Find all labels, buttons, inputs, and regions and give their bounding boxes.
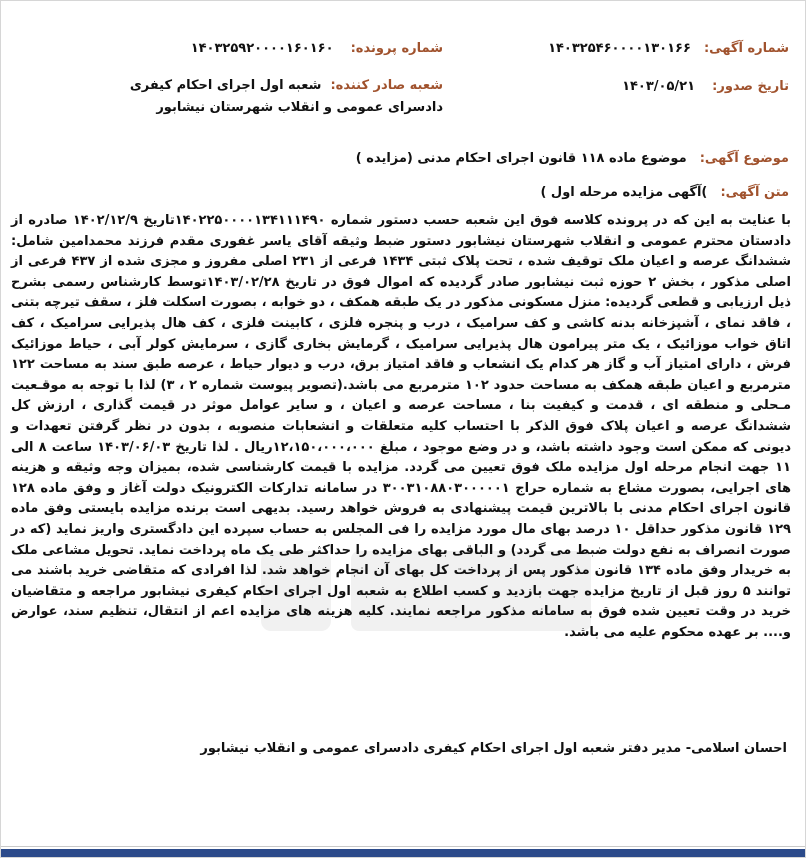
case-number-value: ۱۴۰۳۲۵۹۲۰۰۰۰۱۶۰۱۶۰	[190, 41, 334, 56]
issuer-value: شعبه اول اجرای احکام کیفری دادسرای عمومی و انقلاب شهرستان نیشابور	[129, 78, 443, 115]
subject-label: موضوع آگهی:	[699, 151, 789, 166]
issue-date-label: تاریخ صدور:	[712, 79, 789, 94]
issuer-block	[113, 74, 443, 118]
notice-text-label: متن آگهی:	[720, 185, 789, 200]
notice-number-value: ۱۴۰۳۲۵۴۶۰۰۰۰۱۳۰۱۶۶	[548, 41, 691, 56]
notice-body-paragraph: با عنایت به این که در پرونده کلاسه فوق این شعبه حسب دستور شماره ۱۴۰۲۲۵۰۰۰۰۱۳۴۱۱۱۴۹۰تاریخ ۱۴۰۲/۱۲/۹ صادره از دادستان محترم عمومی و انقلاب شهرستان نیشابور دستور ضبط وثیقه آقای یاسر غفوری مقدم فرزند محمدامین شامل: ششدانگ عرصه و اعیان ملک توقیف شده ، تحت پلاک ثبتی ۱۴۳۴ فرعی از ۲۳۱ اصلی مفروز و مجزی شده از ۴۳۷ فرعی از اصلی مذکور ، بخش ۲ حوزه ثبت نیشابور صادر گردیده که اموال فوق در تاریخ ۱۴۰۳/۰۲/۲۸توسط کارشناس رسمی بشرح ذیل ارزیابی و قطعی گردیده: منزل مسکونی مذکور در یک طبقه همکف ، دو خوابه ، بصورت اسکلت فلز ، سقف تیرچه بتنی ، فاقد نمای ، آشپزخانه بدنه کاشی و کف سرامیک ، درب و پنجره فلزی ، کابینت فلزی ، کف هال پذیرایی سرامیک ، کف اتاق خواب موزائیک ، یک متر پیرامون هال پذیرایی سرامیک ، گرمایش بخاری گازی ، سرمایش کولر آبی ، حیاط موزائیک فرش ، دارای امتیاز آب و گاز هر کدام یک انشعاب و فاقد امتیاز برق، درب و دیوار حیاط ، عرصه طبق سند به مساحت ۱۲۲ مترمربع و اعیان طبقه همکف به مساحت حدود ۱۰۲ مترمربع می باشد.(تصویر پیوست شماره ۲ ، ۳) لذا با توجه به موقـعیت مـحلی و منطقه ای ، قدمت و کیفیت بنا ، مساحت عرصه و اعیان ، و سایر عوامل موثر در قیمت گذاری ، ارزش کل ششدانگ عرصه و اعیان پلاک فوق الذکر با احتساب کلیه متعلقات و انشعابات منصوبه ، بدون در نظر گرفتن تعهدات و دیونی که ممکن است وجود داشته باشد، و در وضع موجود ، مبلغ ۱۲،۱۵۰،۰۰۰،۰۰۰ریال . لذا تاریخ ۱۴۰۳/۰۶/۰۳ ساعت ۸ الی ۱۱ جهت انجام مرحله اول مزایده ملک فوق تعیین می گردد. مزایده با قیمت کارشناسی شده، بمیزان وجه وثیقه و هزینه های اجرایی، بصورت مشاع به شماره حراج ۳۰۰۳۱۰۸۸۰۳۰۰۰۰۰۱ در سامانه تدارکات الکترونیک دولت آغاز و وفق ماده ۱۲۸ قانون اجرای احکام مدنی با بالاترین قیمت پیشنهادی به فروش خواهد رسید. بدیهی است برنده مزایده بایستی وفق ماده ۱۲۹ قانون مذکور حداقل ۱۰ درصد بهای مال مورد مزایده را فی المجلس به حساب سپرده این دادگستری واریز نماید (که در صورت انصراف به نفع دولت ضبط می گردد) و الباقی بهای مزایده را حداکثر طی یک ماه پرداخت نماید. تحویل مشاعی ملک به خریدار وفق ماده ۱۳۴ قانون مذکور پس از پرداخت کل بهای آن انجام خواهد شد. لذا افرادی که متقاضی خرید باشند می توانند ۵ روز قبل از تاریخ مزایده جهت بازدید و کسب اطلاع به شعبه اول اجرای احکام کیفری نیشابور مراجعه و متقاضیان خرید در وقت تعیین شده فوق به سامانه مذکور مراجعه نمایند. کلیه هزینه های مزایده اعم از انتقال، تنظیم سند، عوارض و.... بر عهده محکوم علیه می باشد.	[11, 213, 792, 640]
issuer-label: شعبه صادر کننده:	[330, 78, 443, 93]
subject-row	[356, 147, 789, 166]
issue-date-value: ۱۴۰۳/۰۵/۲۱	[622, 79, 696, 94]
notice-number-row	[548, 37, 789, 56]
case-number-label: شماره پرونده:	[350, 41, 443, 56]
notice-text-title: )آگهی مزایده مرحله اول )	[540, 185, 708, 200]
notice-text-row	[540, 181, 789, 200]
subject-value: موضوع ماده ۱۱۸ قانون اجرای احکام مدنی (مزایده )	[355, 151, 687, 166]
bottom-divider	[1, 846, 805, 847]
issue-date-row	[622, 75, 789, 94]
signature-line: احسان اسلامی- مدیر دفتر شعبه اول اجرای احکام کیفری دادسرای عمومی و انقلاب نیشابور	[200, 741, 787, 756]
bottom-color-bar	[1, 849, 805, 857]
case-number-row	[191, 37, 443, 56]
notice-number-label: شماره آگهی:	[703, 41, 789, 56]
